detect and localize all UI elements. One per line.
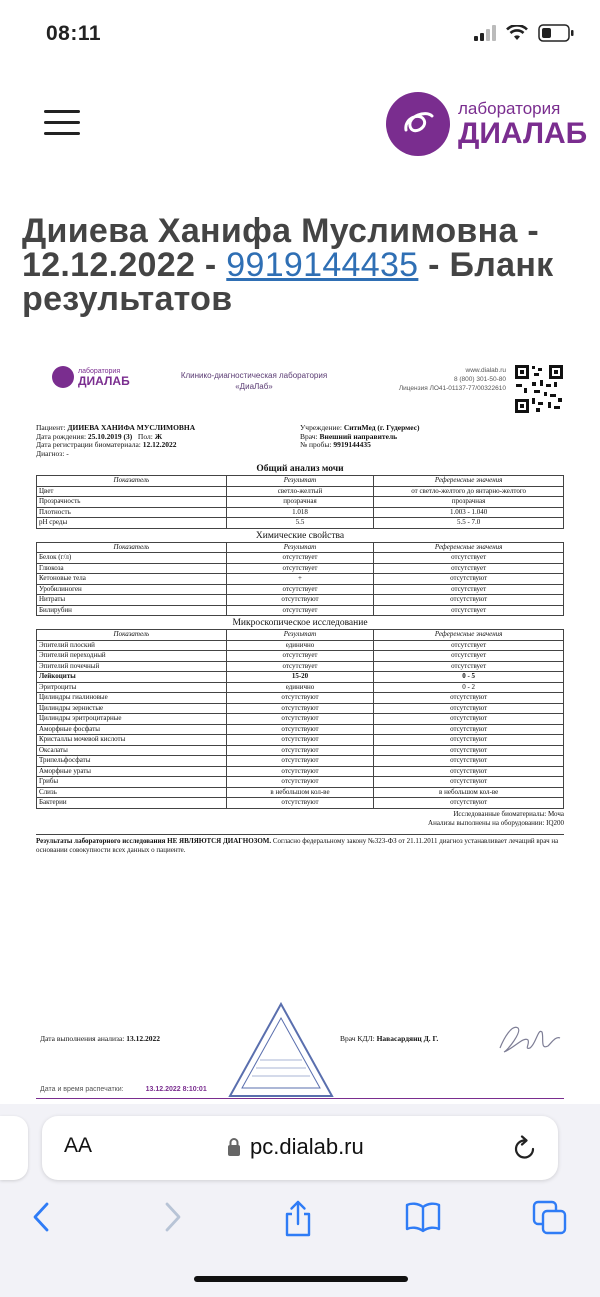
reg-date: 12.12.2022	[142, 440, 177, 449]
url-text[interactable]: pc.dialab.ru	[250, 1134, 364, 1159]
site-logo[interactable]	[386, 92, 587, 156]
param-cell: Кристаллы мочевой кислоты	[37, 735, 227, 746]
lab-name	[164, 370, 344, 392]
param-cell: pH среды	[37, 518, 227, 529]
param-cell: Эпителий плоский	[37, 640, 227, 651]
param-cell: Цвет	[37, 486, 227, 497]
ref-cell: отсутствует	[374, 640, 564, 651]
table-row	[37, 672, 564, 683]
result-cell: отсутствуют	[226, 756, 374, 767]
result-cell: светло-желтый	[226, 486, 374, 497]
ref-cell: отсутствуют	[374, 703, 564, 714]
param-cell: Цилиндры зернистые	[37, 703, 227, 714]
ref-cell: отсутствует	[374, 651, 564, 662]
bookmarks-icon[interactable]	[404, 1200, 442, 1234]
ref-cell: отсутствуют	[374, 756, 564, 767]
print-date: 13.12.2022 8:10:01	[145, 1086, 207, 1093]
patient-label: Пациент:	[36, 423, 66, 432]
result-cell: отсутствует	[226, 661, 374, 672]
dialab-logo-icon	[386, 92, 450, 156]
table-row	[37, 661, 564, 672]
ref-cell: отсутствует	[374, 605, 564, 616]
ref-cell: отсутствуют	[374, 735, 564, 746]
col-param: Показатель	[37, 630, 227, 641]
lab-phone: 8 (800) 301-50-80	[453, 376, 506, 383]
tabs-icon[interactable]	[532, 1200, 568, 1236]
ref-cell: отсутствуют	[374, 766, 564, 777]
result-cell: единично	[226, 640, 374, 651]
page-title	[22, 214, 582, 316]
reload-icon[interactable]	[512, 1134, 538, 1162]
print-label: Дата и время распечатки:	[40, 1086, 124, 1093]
param-cell: Аморфные ураты	[37, 766, 227, 777]
sample-value: 9919144435	[333, 440, 371, 449]
wifi-icon	[506, 25, 528, 41]
back-icon[interactable]	[30, 1200, 54, 1234]
col-result: Результат	[226, 630, 374, 641]
lab-contacts	[399, 366, 506, 393]
logo-title: ДИАЛАБ	[458, 116, 588, 150]
table-row	[37, 518, 564, 529]
doctor-label: Врач:	[300, 431, 318, 441]
previous-tab[interactable]	[0, 1116, 28, 1180]
kdl-label: Врач КДЛ:	[340, 1034, 375, 1043]
ref-cell: отсутствует	[374, 553, 564, 564]
signature-icon	[494, 1018, 564, 1058]
result-cell: отсутствуют	[226, 714, 374, 725]
ref-cell: отсутствуют	[374, 595, 564, 606]
table-row	[37, 703, 564, 714]
param-cell: Эпителий почечный	[37, 661, 227, 672]
ref-cell: отсутствуют	[374, 777, 564, 788]
status-time: 08:11	[46, 22, 102, 45]
document-logo-subtitle: лаборатория	[78, 367, 121, 375]
table-row	[37, 507, 564, 518]
param-cell: Билирубин	[37, 605, 227, 616]
sex-label: Пол:	[137, 431, 153, 441]
col-ref: Референсные значения	[374, 630, 564, 641]
param-cell: Плотность	[37, 507, 227, 518]
table-row	[37, 724, 564, 735]
param-cell: Грибы	[37, 777, 227, 788]
table-general	[36, 475, 564, 529]
battery-icon	[538, 24, 574, 42]
page-title-part1: Дииева Ханифа Муслимовна - 12.12.2022 -	[22, 212, 540, 284]
lab-name-line1: Клинико-диагностическая лаборатория	[180, 371, 328, 380]
table-row	[37, 745, 564, 756]
diagnosis-notice	[36, 834, 564, 855]
col-param: Показатель	[37, 476, 227, 487]
institution-value: СитиМед (г. Гудермес)	[343, 423, 420, 432]
param-cell: Лейкоциты	[37, 672, 227, 683]
ref-cell: отсутствует	[374, 563, 564, 574]
result-cell: отсутствует	[226, 563, 374, 574]
table-row	[37, 486, 564, 497]
execution-info	[40, 1034, 560, 1043]
ref-cell: отсутствует	[374, 584, 564, 595]
sample-label: № пробы:	[300, 440, 332, 449]
table-row	[37, 766, 564, 777]
result-cell: отсутствуют	[226, 798, 374, 809]
table-row	[37, 563, 564, 574]
signal-icon	[474, 25, 496, 41]
ref-cell: прозрачная	[374, 497, 564, 508]
table-row	[37, 798, 564, 809]
sample-number-link[interactable]: 9919144435	[226, 246, 419, 284]
browser-toolbar	[0, 1192, 600, 1246]
table-row	[37, 605, 564, 616]
result-cell: единично	[226, 682, 374, 693]
analysis-meta	[36, 810, 564, 828]
col-ref: Референсные значения	[374, 476, 564, 487]
reg-label: Дата регистрации биоматериала:	[36, 440, 141, 449]
param-cell: Цилиндры эритроцитарные	[37, 714, 227, 725]
status-bar	[0, 0, 600, 70]
table-row	[37, 682, 564, 693]
lock-icon	[226, 1137, 242, 1157]
table-row	[37, 735, 564, 746]
status-icons	[474, 24, 574, 42]
forward-icon[interactable]	[160, 1200, 184, 1234]
result-cell: прозрачная	[226, 497, 374, 508]
sex-value: Ж	[154, 431, 163, 441]
result-cell: отсутствуют	[226, 595, 374, 606]
table-row	[37, 756, 564, 767]
ref-cell: 5.5 - 7.0	[374, 518, 564, 529]
document-header	[36, 360, 564, 420]
param-cell: Белок (г/л)	[37, 553, 227, 564]
param-cell: Эпителий переходный	[37, 651, 227, 662]
ref-cell: отсутствуют	[374, 714, 564, 725]
table-row	[37, 714, 564, 725]
table-chemical	[36, 542, 564, 617]
param-cell: Цилиндры гиалиновые	[37, 693, 227, 704]
table-row	[37, 777, 564, 788]
table-row	[37, 574, 564, 585]
page-title-part2: - Бланк результатов	[22, 246, 554, 318]
results-document	[36, 360, 564, 1100]
result-cell: отсутствуют	[226, 703, 374, 714]
col-result: Результат	[226, 476, 374, 487]
reader-settings-button[interactable]: AA	[64, 1134, 93, 1157]
ref-cell: отсутствуют	[374, 574, 564, 585]
lab-name-line2: «ДиаЛаб»	[235, 382, 273, 391]
institution-label: Учреждение:	[300, 423, 342, 432]
qr-code-icon	[514, 364, 564, 414]
ref-cell: 1.003 - 1.040	[374, 507, 564, 518]
document-logo-title: ДИАЛАБ	[78, 373, 130, 388]
lab-license: Лицензия ЛО41-01137-77/00322610	[398, 385, 506, 392]
ref-cell: отсутствует	[374, 661, 564, 672]
exec-label: Дата выполнения анализа:	[40, 1034, 125, 1043]
dob-label: Дата рождения:	[36, 431, 87, 441]
param-cell: Глюкоза	[37, 563, 227, 574]
param-cell: Аморфные фосфаты	[37, 724, 227, 735]
exec-date: 13.12.2022	[126, 1034, 160, 1043]
col-ref: Референсные значения	[374, 542, 564, 553]
result-cell: отсутствуют	[226, 777, 374, 788]
table-row	[37, 497, 564, 508]
notice-bold: Результаты лабораторного исследования НЕ ЯВЛЯЮТСЯ ДИАГНОЗОМ.	[36, 836, 272, 845]
ref-cell: 0 - 2	[374, 682, 564, 693]
ref-cell: отсутствуют	[374, 724, 564, 735]
param-cell: Нитраты	[37, 595, 227, 606]
equipment: Анализы выполнены на оборудовании: IQ200	[428, 818, 564, 827]
table-row	[37, 651, 564, 662]
logo-subtitle: лаборатория	[458, 98, 561, 118]
param-cell: Уробилиноген	[37, 584, 227, 595]
section-general-title: Общий анализ мочи	[256, 464, 344, 474]
table-row	[37, 787, 564, 798]
ref-cell: в небольшом кол-ве	[374, 787, 564, 798]
table-row	[37, 553, 564, 564]
param-cell: Прозрачность	[37, 497, 227, 508]
table-microscopic	[36, 629, 564, 809]
doctor-value: Внешний направитель	[319, 431, 398, 441]
address-bar[interactable]	[42, 1116, 558, 1180]
col-param: Показатель	[37, 542, 227, 553]
document-logo	[52, 366, 130, 388]
result-cell: 5.5	[226, 518, 374, 529]
result-cell: 15-20	[226, 672, 374, 683]
result-cell: в небольшом кол-ве	[226, 787, 374, 798]
col-result: Результат	[226, 542, 374, 553]
ref-cell: отсутствуют	[374, 745, 564, 756]
result-cell: отсутствует	[226, 553, 374, 564]
home-indicator[interactable]	[194, 1276, 408, 1282]
patient-name: ДИИЕВА ХАНИФА МУСЛИМОВНА	[67, 423, 196, 432]
table-row	[37, 693, 564, 704]
param-cell: Трипельфосфаты	[37, 756, 227, 767]
dob-value: 25.10.2019 (3)	[87, 431, 133, 441]
table-row	[37, 640, 564, 651]
ref-cell: отсутствуют	[374, 693, 564, 704]
stamp-icon	[226, 1000, 336, 1100]
diagnosis-label: Диагноз:	[36, 448, 65, 458]
param-cell: Слизь	[37, 787, 227, 798]
result-cell: +	[226, 574, 374, 585]
result-cell: отсутствуют	[226, 693, 374, 704]
table-row	[37, 584, 564, 595]
ref-cell: от светло-желтого до янтарно-желтого	[374, 486, 564, 497]
table-row	[37, 595, 564, 606]
param-cell: Кетоновые тела	[37, 574, 227, 585]
print-info	[40, 1086, 207, 1093]
result-cell: отсутствует	[226, 651, 374, 662]
lab-site: www.dialab.ru	[465, 367, 506, 374]
result-cell: отсутствуют	[226, 745, 374, 756]
result-cell: отсутствует	[226, 584, 374, 595]
ref-cell: отсутствуют	[374, 798, 564, 809]
share-icon[interactable]	[282, 1200, 314, 1238]
kdl-name: Навасардянц Д. Г.	[376, 1034, 439, 1043]
param-cell: Бактерии	[37, 798, 227, 809]
footer-divider	[36, 1098, 564, 1099]
ref-cell: 0 - 5	[374, 672, 564, 683]
param-cell: Оксалаты	[37, 745, 227, 756]
result-cell: отсутствуют	[226, 766, 374, 777]
biomaterial: Исследованные биоматериалы: Моча	[453, 809, 564, 818]
menu-icon[interactable]	[44, 110, 80, 138]
document-logo-icon	[52, 366, 74, 388]
section-chemical-title: Химические свойства	[255, 530, 345, 541]
notice-text: Согласно федеральному закону №323-ФЗ от 21.11.2011 диагноз устанавливает лечащий врач на основании совокупности всех данных о пациенте.	[36, 836, 559, 854]
diagnosis-value: -	[66, 448, 69, 458]
param-cell: Эритроциты	[37, 682, 227, 693]
result-cell: отсутствуют	[226, 735, 374, 746]
patient-info	[36, 424, 564, 458]
result-cell: отсутствует	[226, 605, 374, 616]
result-cell: отсутствуют	[226, 724, 374, 735]
result-cell: 1.018	[226, 507, 374, 518]
section-micro-title: Микроскопическое исследование	[232, 618, 368, 628]
